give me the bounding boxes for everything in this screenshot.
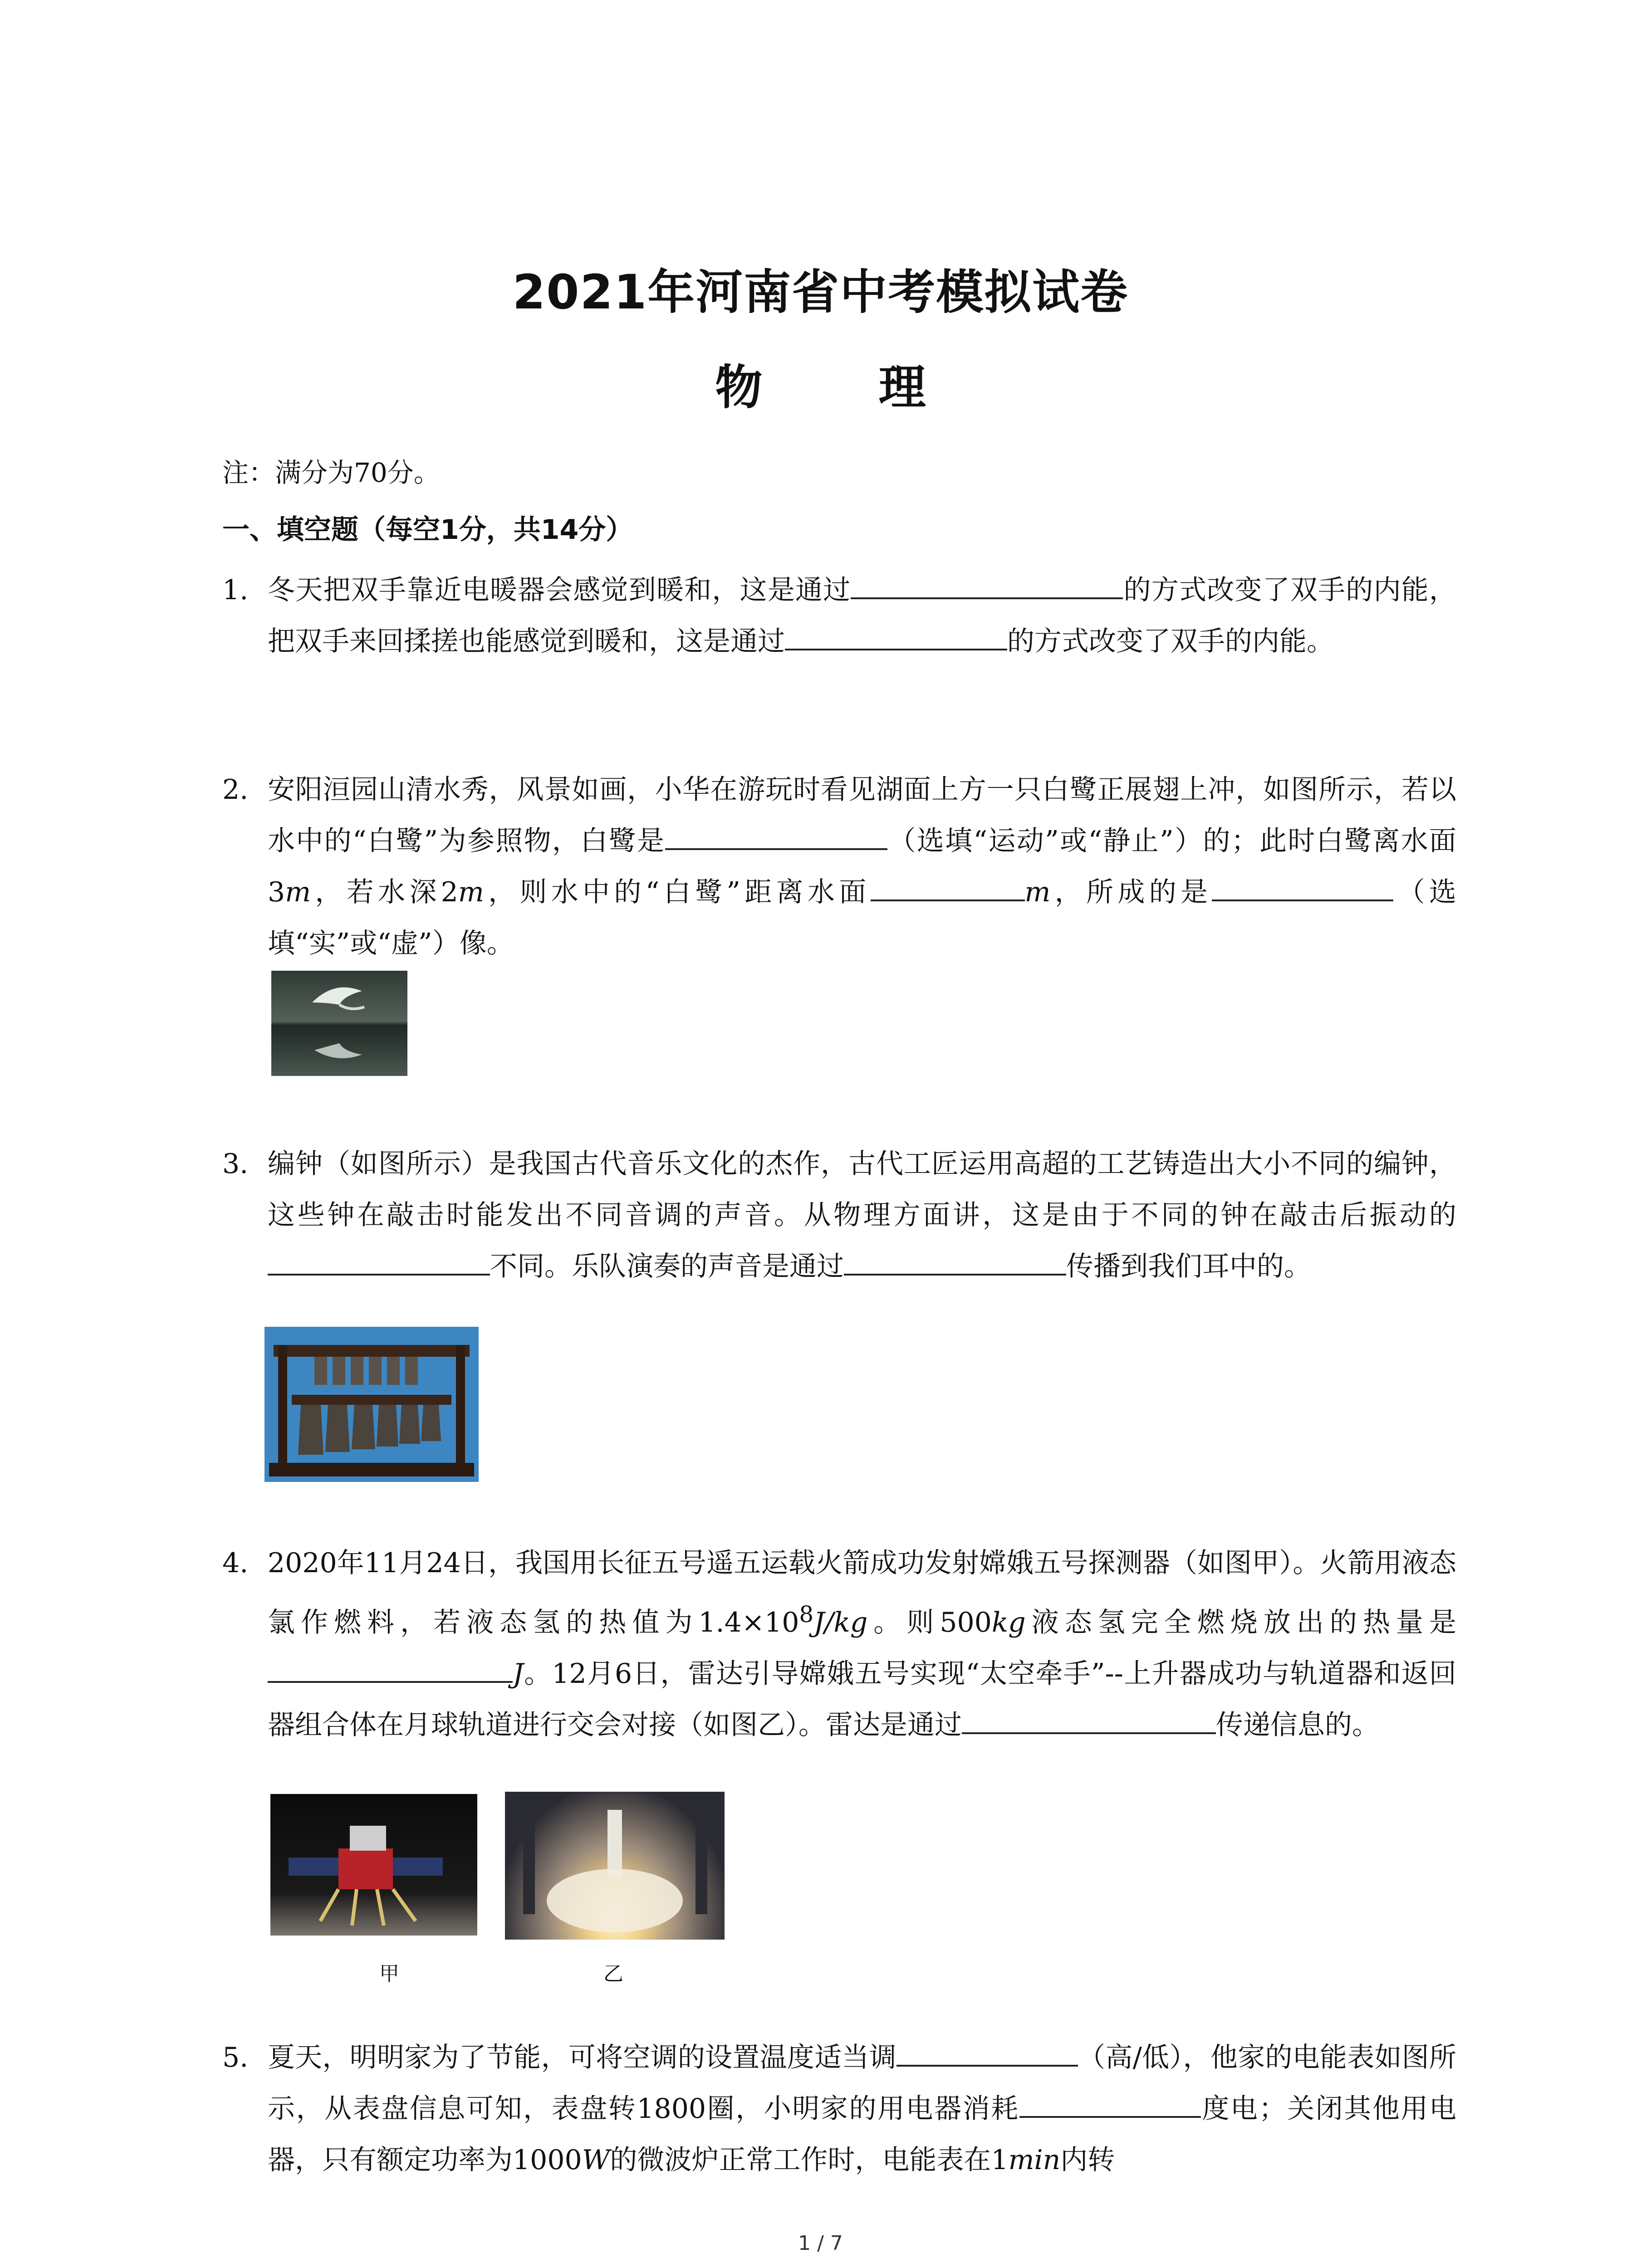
unit: m	[285, 876, 311, 908]
text-segment: 不同。乐队演奏的声音是通过	[490, 1251, 844, 1282]
text-segment: 编钟（如图所示）是我国古代音乐文化的杰作，古代工匠运用高超的工艺铸造出大小不同的编钟，这些钟在敲击时能发出不同音调的声音。从物理方面讲，这是由于不同的钟在敲击后振动的	[268, 1148, 1456, 1231]
text-segment: ，若水深2	[311, 876, 458, 908]
answer-blank[interactable]	[1212, 871, 1393, 901]
egret-photo	[271, 971, 407, 1076]
answer-blank[interactable]	[268, 1246, 490, 1276]
answer-blank[interactable]	[785, 621, 1007, 650]
text-segment: 的方式改变了双手的内能。	[1007, 626, 1334, 657]
chime-bells-photo	[265, 1327, 479, 1482]
question-5	[222, 2032, 1456, 2186]
page-number: 1 / 7	[798, 2232, 843, 2255]
answer-blank[interactable]	[1019, 2088, 1201, 2118]
question-number: 4.	[222, 1547, 249, 1579]
text-segment: 内转	[1060, 2144, 1115, 2176]
question-number: 5.	[222, 2042, 249, 2073]
exponent: 8	[799, 1601, 814, 1628]
text-segment: 。则500	[867, 1607, 992, 1638]
text-segment: ，则水中的“白鹭”距离水面	[484, 876, 871, 908]
unit: m	[458, 876, 484, 908]
text-segment: 夏天，明明家为了节能，可将空调的设置温度适当调	[268, 2042, 896, 2073]
figure-caption-yi: 乙	[603, 1962, 623, 1985]
score-note: 注：满分为70分。	[222, 457, 440, 488]
question-text	[268, 1139, 1456, 1292]
unit: m	[1024, 876, 1051, 908]
unit: J	[513, 1658, 524, 1690]
text-segment: （选填“实”或“虚”）像。	[268, 876, 1456, 959]
unit: J/kg	[813, 1607, 868, 1638]
text-segment: 安阳洹园山清水秀，风景如画，小华在游玩时看见湖面上方一只白鹭正展翅上冲，如图所示，若以水中的“白鹭”为参照物，白鹭是	[268, 774, 1456, 857]
answer-blank[interactable]	[665, 820, 887, 850]
question-number: 1.	[222, 574, 249, 606]
text-segment: 传播到我们耳中的。	[1066, 1251, 1311, 1282]
answer-blank[interactable]	[962, 1704, 1216, 1734]
question-text	[268, 1538, 1456, 1751]
text-segment: （选填“运动”或“静止”）的；此时白鹭离水面3	[268, 825, 1456, 908]
exam-title: 2021年河南省中考模拟试卷	[512, 264, 1129, 320]
text-segment: 的方式改变了双手的内能，把双手来回揉搓也能感觉到暖和，这是通过	[268, 574, 1456, 657]
question-1	[222, 565, 1456, 667]
unit: W	[582, 2144, 610, 2176]
rocket-launch-photo	[505, 1792, 725, 1940]
answer-blank[interactable]	[268, 1653, 513, 1683]
text-segment: 冬天把双手靠近电暖器会感觉到暖和，这是通过	[268, 574, 851, 606]
text-segment: 度电；关闭其他用电器，只有额定功率为1000	[268, 2093, 1456, 2176]
text-segment: 的微波炉正常工作时，电能表在1	[610, 2144, 1009, 2176]
question-2	[222, 764, 1456, 969]
subject-title: 物 理	[715, 360, 976, 415]
question-number: 3.	[222, 1148, 249, 1180]
answer-blank[interactable]	[851, 569, 1123, 599]
text-segment: 。12月6日，雷达引导嫦娥五号实现“太空牵手”--上升器成功与轨道器和返回器组合体在月球轨道进行交会对接（如图乙）。雷达是通过	[268, 1658, 1456, 1741]
text-segment: 液态氢完全燃烧放出的热量是	[1025, 1607, 1456, 1638]
text-segment: （高/低），他家的电能表如图所示，从表盘信息可知，表盘转1800圈，小明家的用电器消耗	[268, 2042, 1456, 2125]
text-segment: 传递信息的。	[1216, 1709, 1379, 1741]
figure-caption-jia: 甲	[379, 1962, 399, 1985]
question-3	[222, 1139, 1456, 1292]
unit: min	[1008, 2144, 1061, 2176]
chang-e-lander-photo	[270, 1794, 477, 1936]
section-heading: 一、填空题（每空1分，共14分）	[222, 514, 633, 546]
answer-blank[interactable]	[844, 1246, 1066, 1276]
question-text	[268, 565, 1456, 667]
question-4	[222, 1538, 1456, 1751]
question-number: 2.	[222, 774, 249, 806]
answer-blank[interactable]	[871, 871, 1025, 901]
text-segment: 2020年11月24日，我国用长征五号遥五运载火箭成功发射嫦娥五号探测器（如图甲）。火箭用液态氯作燃料，若液态氢的热值为1.4×10	[268, 1547, 1456, 1638]
text-segment: ，所成的是	[1050, 876, 1212, 908]
question-text	[268, 2032, 1456, 2186]
unit: kg	[991, 1607, 1026, 1638]
answer-blank[interactable]	[896, 2037, 1078, 2067]
question-text	[268, 764, 1456, 969]
